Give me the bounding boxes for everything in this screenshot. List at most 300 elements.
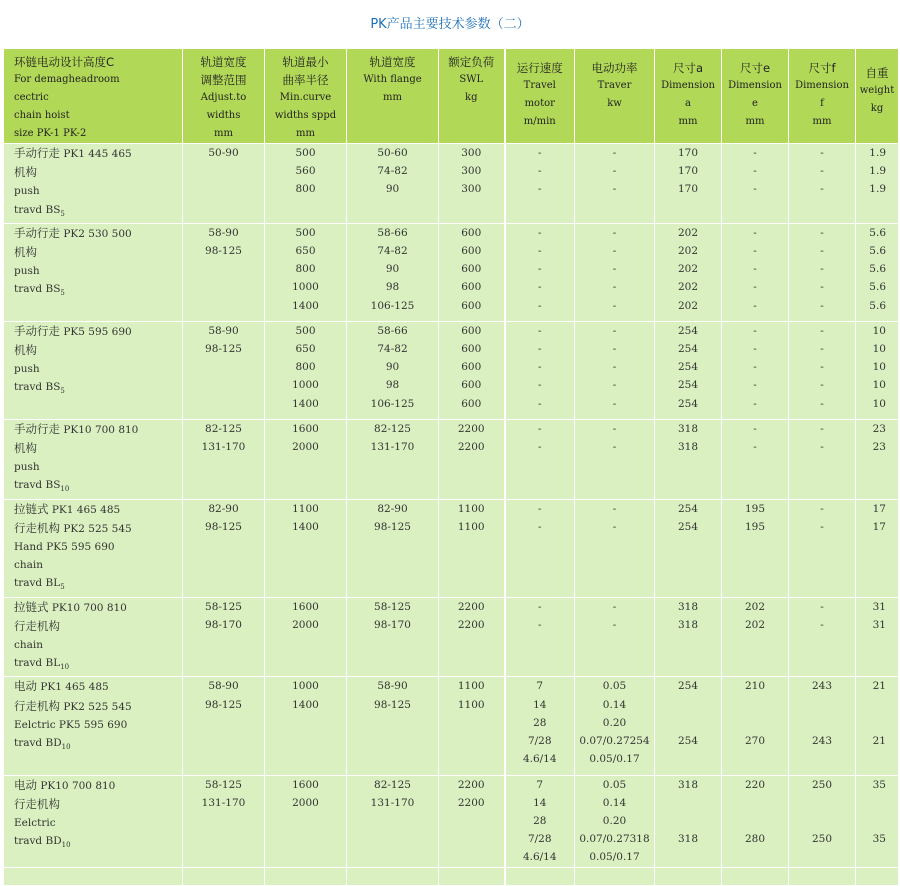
cell-value: 7/28	[527, 735, 552, 748]
cell-value: 600	[461, 299, 482, 312]
cell-model-description	[4, 775, 183, 867]
cell-value: 1.9	[869, 165, 886, 178]
description-en: travd BS	[14, 479, 61, 492]
description-line	[14, 163, 182, 182]
cell-value: 195	[744, 502, 766, 515]
cell-min-curve-radius	[265, 223, 347, 321]
cell-min-curve-radius	[265, 499, 347, 597]
cell-value: 1400	[292, 299, 319, 312]
cell-value: 14	[533, 796, 547, 809]
description-line	[14, 224, 182, 243]
cell-value: 254	[677, 379, 699, 392]
cell-value: -	[537, 245, 542, 258]
cell-value: 10	[872, 379, 886, 392]
description-cn: 手动行走	[14, 421, 60, 436]
cell-value: 0.14	[602, 698, 627, 711]
header-line: mm	[678, 116, 698, 127]
cell-value: 58-66	[377, 226, 408, 239]
description-en: travd BD	[14, 737, 62, 750]
header-line: 曲率半径	[282, 73, 329, 87]
cell-dimension-f	[789, 775, 856, 867]
cell-dimension-e	[722, 223, 789, 321]
description-line	[14, 654, 182, 676]
description-line	[14, 500, 182, 519]
description-subscript: 10	[60, 663, 70, 672]
description-subscript: 5	[60, 209, 65, 218]
cell-value: 28	[533, 716, 547, 729]
cell-value	[789, 714, 855, 732]
header-weight	[856, 49, 899, 144]
description-line	[14, 697, 182, 716]
cell-value: -	[612, 618, 617, 631]
cell-value: -	[820, 361, 824, 374]
cell-value: -	[537, 600, 542, 613]
cell-value: 202	[744, 600, 766, 613]
description-en: PK2 530 500	[60, 227, 132, 240]
header-dim-a	[655, 49, 722, 144]
cell-value: 1100	[457, 680, 485, 693]
header-line: 环链电动设计高度C	[14, 55, 115, 69]
cell-value: 0.07/0.27254	[579, 735, 650, 748]
cell-value: 195	[744, 520, 766, 533]
cell-value: 10	[872, 343, 886, 356]
cell-value: 2000	[292, 618, 319, 631]
cell-value: 1100	[457, 520, 485, 533]
cell-value: -	[612, 600, 617, 613]
cell-dimension-f	[789, 677, 856, 775]
cell-dimension-a	[655, 677, 722, 775]
description-line	[14, 598, 182, 617]
cell-value: -	[820, 520, 824, 533]
cell-dimension-e	[722, 597, 789, 677]
cell-value: 131-170	[201, 441, 246, 454]
cell-value: 318	[677, 441, 699, 454]
cell-value	[789, 848, 855, 866]
table-row	[4, 144, 899, 224]
cell-value: -	[820, 343, 824, 356]
description-en: push	[14, 363, 40, 376]
cell-value: 90	[385, 263, 400, 276]
cell-value: 5.6	[869, 263, 886, 276]
empty-cell	[4, 867, 183, 885]
cell-value: 600	[461, 226, 482, 239]
cell-value: -	[612, 422, 617, 435]
description-cn: 拉链式	[14, 501, 49, 516]
cell-min-curve-radius	[265, 677, 347, 775]
cell-value: -	[537, 397, 542, 410]
cell-value: -	[753, 226, 757, 239]
cell-adjust-range	[183, 223, 265, 321]
header-line: For demagheadroom	[14, 74, 120, 85]
cell-value: 90	[385, 183, 400, 196]
header-line: a	[685, 98, 691, 109]
header-line: Min.curve	[279, 92, 332, 103]
cell-value: 170	[677, 165, 699, 178]
cell-motor-power	[575, 419, 655, 499]
cell-dimension-f	[789, 597, 856, 677]
header-line: e	[752, 98, 758, 109]
header-dim-f	[789, 49, 856, 144]
description-line	[14, 182, 182, 200]
cell-dimension-e	[722, 419, 789, 499]
description-en: PK10 700 810	[60, 423, 139, 436]
cell-value: -	[612, 441, 617, 454]
table-row	[4, 419, 899, 499]
description-en: PK1 465 485	[37, 681, 109, 694]
cell-value: -	[612, 226, 617, 239]
cell-value: -	[612, 147, 617, 159]
cell-motor-power	[575, 597, 655, 677]
cell-value: 210	[744, 680, 766, 693]
cell-value: 800	[295, 183, 316, 196]
cell-value: 0.20	[602, 814, 627, 827]
cell-travel-speed	[505, 775, 575, 867]
cell-dimension-a	[655, 321, 722, 419]
header-adjust	[183, 49, 265, 144]
cell-value: 300	[461, 165, 482, 178]
cell-value: 254	[677, 680, 699, 693]
cell-value: 98-125	[205, 520, 242, 533]
description-line	[14, 519, 182, 538]
description-line	[14, 556, 182, 574]
cell-value: -	[537, 361, 542, 374]
cell-value	[655, 848, 721, 866]
header-power	[575, 49, 655, 144]
description-en: travd BS	[14, 283, 61, 296]
cell-model-description	[4, 419, 183, 499]
description-en: travd BL	[14, 657, 61, 670]
header-line: widths	[206, 110, 241, 121]
cell-value	[856, 714, 886, 732]
cell-value: -	[820, 263, 824, 276]
description-line	[14, 360, 182, 378]
cell-value: -	[820, 324, 824, 337]
cell-motor-power	[575, 321, 655, 419]
cell-value: 1000	[292, 281, 319, 294]
empty-cell	[856, 867, 899, 885]
cell-rated-load	[439, 321, 505, 419]
header-line: 电动功率	[591, 61, 638, 75]
cell-travel-speed	[505, 499, 575, 597]
cell-model-description	[4, 321, 183, 419]
cell-value: 58-125	[374, 600, 411, 613]
cell-value: 254	[677, 397, 699, 410]
header-line: 尺寸a	[672, 61, 704, 75]
cell-value: 131-170	[201, 796, 246, 809]
header-line: 轨道宽度	[369, 55, 416, 69]
table-body	[4, 144, 899, 886]
cell-value: -	[612, 379, 617, 392]
description-line	[14, 458, 182, 476]
description-line	[14, 538, 182, 556]
cell-value: -	[612, 281, 617, 294]
table-row	[4, 677, 899, 775]
cell-flange-width	[347, 775, 439, 867]
header-line: chain hoist	[14, 110, 70, 121]
cell-value: 17	[872, 520, 886, 533]
cell-value: -	[820, 165, 824, 178]
cell-value	[789, 750, 855, 768]
cell-value: 0.07/0.27318	[579, 833, 650, 846]
cell-dimension-e	[722, 321, 789, 419]
cell-value: 318	[677, 778, 699, 791]
cell-travel-speed	[505, 223, 575, 321]
header-line: 运行速度	[516, 61, 563, 75]
cell-dimension-a	[655, 223, 722, 321]
description-line	[14, 243, 182, 262]
cell-value: 58-90	[208, 680, 239, 693]
cell-value: 28	[533, 814, 547, 827]
cell-value: 560	[295, 165, 316, 178]
cell-value: 5.6	[869, 299, 886, 312]
cell-value: 2200	[457, 422, 485, 435]
cell-value: 82-90	[377, 502, 408, 515]
header-curve	[265, 49, 347, 144]
description-en: travd BS	[14, 203, 61, 216]
description-line	[14, 756, 182, 774]
cell-value: -	[612, 245, 617, 258]
header-line: SWL	[459, 74, 484, 85]
header-line: kw	[607, 98, 622, 109]
description-en: chain	[14, 559, 44, 572]
cell-dimension-a	[655, 419, 722, 499]
cell-value: -	[537, 422, 542, 435]
cell-value: 98-125	[374, 520, 411, 533]
cell-value: 50-90	[208, 147, 239, 159]
header-line: kg	[465, 92, 478, 103]
cell-dimension-a	[655, 775, 722, 867]
description-en: PK5 595 690	[60, 325, 132, 338]
cell-value: 131-170	[370, 796, 415, 809]
cell-value: 98-170	[374, 618, 411, 631]
cell-value: 1100	[457, 502, 485, 515]
description-line	[14, 262, 182, 280]
description-en: travd BD	[14, 835, 62, 848]
cell-self-weight	[856, 321, 899, 419]
cell-value	[722, 750, 788, 768]
cell-flange-width	[347, 597, 439, 677]
header-line: mm	[296, 128, 315, 139]
cell-value: 50-60	[377, 147, 408, 159]
cell-value: -	[820, 226, 824, 239]
cell-value: 0.05/0.17	[589, 753, 640, 766]
cell-travel-speed	[505, 144, 575, 224]
description-en: PK10 700 810	[48, 601, 127, 614]
cell-model-description	[4, 499, 183, 597]
cell-value	[856, 696, 886, 714]
cell-value: 106-125	[370, 397, 415, 410]
description-en: push	[14, 461, 40, 474]
cell-value: 280	[744, 833, 766, 846]
cell-value: 2000	[292, 441, 319, 454]
cell-value: 10	[872, 397, 886, 410]
empty-cell	[505, 867, 575, 885]
cell-travel-speed	[505, 321, 575, 419]
cell-value: -	[820, 245, 824, 258]
cell-value: -	[820, 441, 824, 454]
header-swl	[439, 49, 505, 144]
table-row	[4, 321, 899, 419]
cell-rated-load	[439, 597, 505, 677]
cell-value: 270	[744, 735, 766, 748]
spec-table	[3, 48, 899, 886]
cell-value: 0.05/0.17	[589, 851, 640, 864]
cell-rated-load	[439, 144, 505, 224]
cell-value: -	[612, 165, 617, 178]
description-cn: 机构	[14, 343, 37, 358]
cell-adjust-range	[183, 499, 265, 597]
cell-motor-power	[575, 775, 655, 867]
header-line: Traver	[597, 80, 632, 91]
cell-value: -	[753, 183, 757, 196]
cell-value: 131-170	[370, 441, 415, 454]
description-line	[14, 617, 182, 636]
cell-value: 202	[677, 226, 699, 239]
description-cn: 电动	[14, 679, 37, 694]
description-line	[14, 832, 182, 854]
cell-adjust-range	[183, 321, 265, 419]
description-cn: 机构	[14, 165, 37, 180]
cell-value: 500	[295, 226, 316, 239]
cell-value: 74-82	[377, 343, 408, 356]
cell-value: 2000	[292, 796, 319, 809]
cell-value: -	[537, 520, 542, 533]
description-line	[14, 322, 182, 341]
cell-value: 98	[385, 379, 400, 392]
description-line	[14, 280, 182, 302]
cell-value	[856, 750, 886, 768]
description-cn: 行走机构	[14, 618, 60, 633]
description-en: travd BS	[14, 381, 61, 394]
cell-value: 98-125	[205, 343, 242, 356]
cell-flange-width	[347, 419, 439, 499]
description-cn: 手动行走	[14, 146, 60, 160]
cell-value: 74-82	[377, 165, 408, 178]
cell-value: 220	[744, 778, 766, 791]
cell-value: -	[820, 422, 824, 435]
cell-value: 21	[872, 680, 886, 693]
header-line: cectric	[14, 92, 49, 103]
cell-value: 10	[872, 324, 886, 337]
cell-flange-width	[347, 223, 439, 321]
cell-value: 254	[677, 361, 699, 374]
cell-value: 17	[872, 502, 886, 515]
cell-travel-speed	[505, 419, 575, 499]
cell-value: 202	[677, 281, 699, 294]
cell-value	[856, 794, 886, 812]
cell-value	[655, 812, 721, 830]
cell-value: 0.14	[602, 796, 627, 809]
empty-cell	[183, 867, 265, 885]
description-en: PK2 525 545	[60, 700, 132, 713]
cell-value: 98-125	[205, 245, 242, 258]
cell-value: 1000	[292, 680, 319, 693]
cell-value: -	[753, 263, 757, 276]
description-cn: 行走机构	[14, 698, 60, 713]
description-en: PK2 525 545	[60, 522, 132, 535]
header-line: widths sppd	[274, 110, 337, 121]
cell-value: -	[753, 441, 757, 454]
description-line	[14, 574, 182, 596]
description-en: PK10 700 810	[37, 779, 116, 792]
cell-value: -	[612, 343, 617, 356]
cell-dimension-a	[655, 597, 722, 677]
cell-motor-power	[575, 144, 655, 224]
header-line: 尺寸f	[808, 61, 836, 75]
cell-value: 600	[461, 397, 482, 410]
table-row	[4, 223, 899, 321]
cell-value: 318	[677, 618, 699, 631]
cell-dimension-e	[722, 775, 789, 867]
cell-dimension-f	[789, 321, 856, 419]
cell-value: -	[820, 183, 824, 196]
cell-value: 202	[677, 245, 699, 258]
cell-value: 2200	[457, 441, 485, 454]
cell-value: -	[537, 281, 542, 294]
description-subscript: 5	[60, 583, 65, 592]
cell-min-curve-radius	[265, 597, 347, 677]
cell-value: 500	[295, 147, 316, 159]
cell-rated-load	[439, 499, 505, 597]
cell-value: -	[537, 618, 542, 631]
header-line: mm	[383, 92, 402, 103]
cell-dimension-a	[655, 499, 722, 597]
cell-value: -	[753, 379, 757, 392]
description-subscript: 5	[60, 387, 65, 396]
cell-value: 98-125	[374, 698, 411, 711]
description-en: push	[14, 185, 40, 198]
cell-value: 1.9	[869, 147, 886, 159]
cell-value: 4.6/14	[522, 851, 557, 864]
description-cn: 手动行走	[14, 323, 60, 338]
cell-value: 98-170	[205, 618, 242, 631]
cell-value: -	[612, 324, 617, 337]
cell-value: -	[612, 263, 617, 276]
description-subscript: 10	[60, 485, 70, 494]
header-line: 自重	[865, 66, 889, 80]
cell-value: 800	[295, 263, 316, 276]
empty-cell	[575, 867, 655, 885]
cell-value: 600	[461, 361, 482, 374]
cell-value: 650	[295, 343, 316, 356]
cell-value: 250	[811, 778, 833, 791]
table-row	[4, 775, 899, 867]
cell-value	[856, 848, 886, 866]
empty-cell	[439, 867, 505, 885]
description-en: Eelctric PK5 595 690	[14, 718, 128, 731]
description-cn: 手动行走	[14, 225, 60, 240]
cell-value: -	[537, 165, 542, 178]
cell-value: 58-90	[377, 680, 408, 693]
cell-flange-width	[347, 499, 439, 597]
cell-value: 170	[677, 183, 699, 196]
description-line	[14, 795, 182, 814]
cell-value: 600	[461, 324, 482, 337]
description-cn: 机构	[14, 441, 37, 456]
description-line	[14, 303, 182, 321]
cell-value: 1100	[457, 698, 485, 711]
cell-value: 10	[872, 361, 886, 374]
cell-adjust-range	[183, 144, 265, 224]
description-en: chain	[14, 639, 44, 652]
cell-model-description	[4, 597, 183, 677]
header-line: 尺寸e	[739, 61, 771, 75]
cell-value: -	[820, 281, 824, 294]
cell-value: -	[820, 147, 824, 159]
cell-self-weight	[856, 597, 899, 677]
cell-value	[722, 714, 788, 732]
cell-value: 58-125	[205, 600, 242, 613]
